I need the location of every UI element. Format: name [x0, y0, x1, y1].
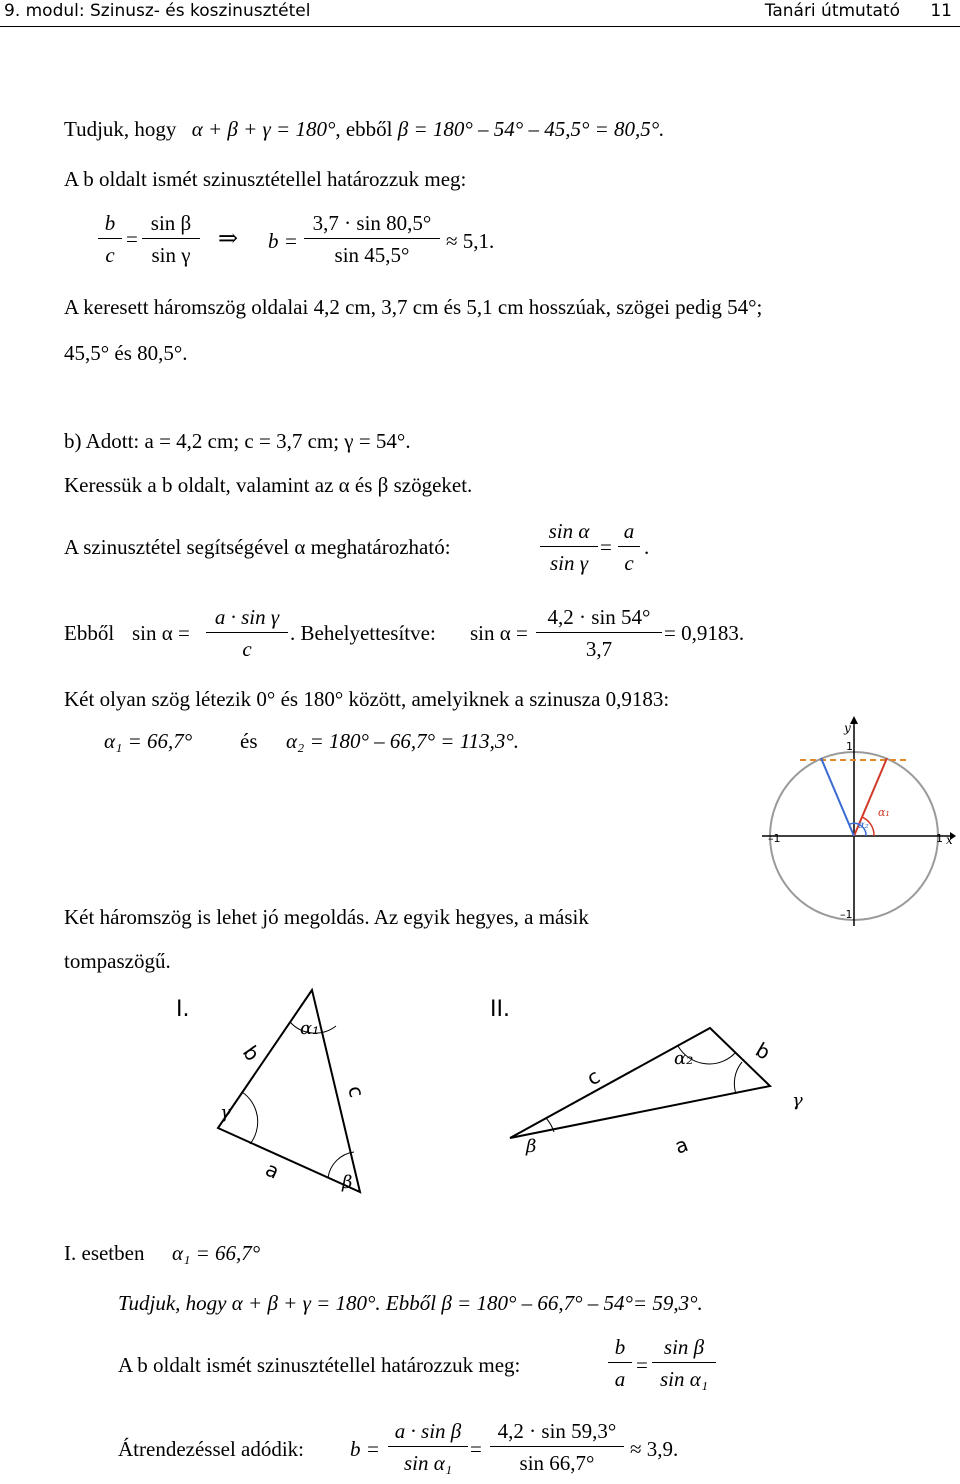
page-header — [0, 0, 960, 27]
triangle-2-gamma: γ — [792, 1090, 803, 1111]
sum-of-angles-line: Tudjuk, hogy α + β + γ = 180°, ebből β = 180° – 54° – 45,5° = 80,5°. — [64, 117, 665, 141]
alpha2-label: α₂ — [858, 820, 869, 831]
y-axis-arrow — [850, 716, 858, 724]
triangle-2-beta: β — [526, 1136, 537, 1157]
guide-title: Tanári útmutató — [764, 1, 900, 21]
triangle-1-alpha: α₁ — [300, 1018, 320, 1039]
triangle-1-side-a: a — [261, 1156, 284, 1184]
implies-arrow: ⇒ — [218, 226, 239, 252]
alpha1-label: α₁ — [878, 806, 890, 819]
alpha2-radius — [821, 758, 854, 836]
case-1-angle-sum: Tudjuk, hogy α + β + γ = 180°. Ebből β = 180° – 66,7° – 54°= 59,3°. — [118, 1291, 703, 1315]
b-side-intro: A b oldalt ismét szinusztétellel határozzuk meg: — [64, 167, 467, 191]
triangle-2-alpha: α₂ — [674, 1048, 694, 1069]
triangle-1-gamma: γ — [220, 1102, 231, 1123]
unit-circle-figure — [760, 712, 956, 930]
two-triangles-line-1: Két háromszög is lehet jó megoldás. Az egyik hegyes, a másik — [64, 905, 589, 929]
minus-one-left-label: –1 — [768, 832, 781, 845]
page-number: 11 — [930, 1, 952, 21]
one-right-label: 1 — [936, 832, 943, 845]
triangle-1-side-b: b — [237, 1041, 265, 1066]
triangle-1-side-c: c — [343, 1083, 370, 1100]
triangle-2-label: II. — [490, 997, 510, 1022]
triangle-1-beta: β — [342, 1172, 353, 1193]
part-b-given: b) Adott: a = 4,2 cm; c = 3,7 cm; γ = 54°. — [64, 429, 411, 453]
triangle-1-gamma-arc — [242, 1092, 258, 1144]
x-label: x — [946, 833, 953, 847]
minus-one-bottom-label: –1 — [840, 908, 853, 921]
result-line-2: 45,5° és 80,5°. — [64, 341, 188, 365]
y-label: y — [844, 721, 851, 735]
two-angles-text: Két olyan szög létezik 0° és 180° között, amelyiknek a szinusza 0,9183: — [64, 687, 670, 711]
result-line-1: A keresett háromszög oldalai 4,2 cm, 3,7 cm és 5,1 cm hosszúak, szögei pedig 54°; — [64, 295, 763, 319]
triangle-2-gamma-arc — [734, 1062, 742, 1094]
module-title: 9. modul: Szinusz- és koszinusztétel — [4, 1, 311, 21]
triangle-2-side-b: b — [751, 1037, 775, 1065]
triangle-2-side-c: c — [582, 1064, 605, 1091]
one-top-label: 1 — [846, 740, 853, 753]
part-b-seek: Keressük a b oldalt, valamint az α és β szögeket. — [64, 473, 473, 497]
triangle-2-side-a: a — [671, 1131, 692, 1159]
triangle-1 — [218, 990, 360, 1192]
two-triangles-line-2: tompaszögű. — [64, 949, 171, 973]
triangles-figure — [170, 988, 803, 1210]
triangle-1-label: I. — [176, 997, 190, 1022]
